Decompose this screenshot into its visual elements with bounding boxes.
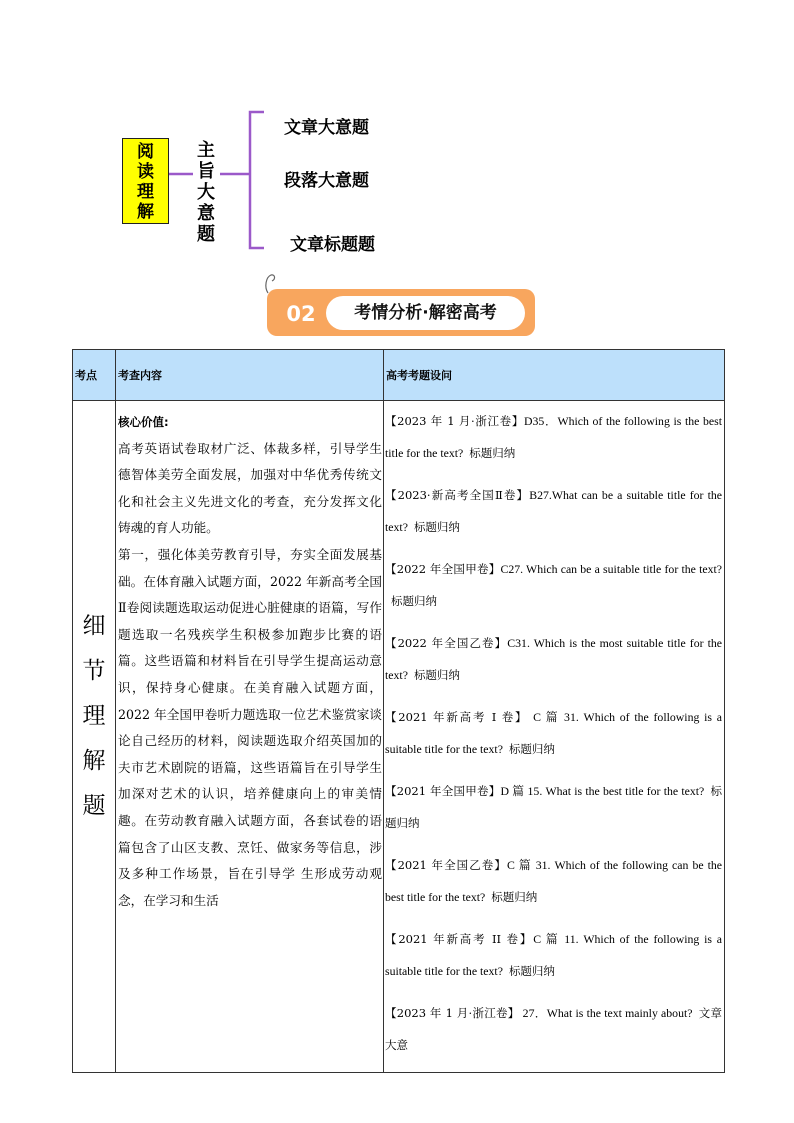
content-paragraph: 高考英语试卷取材广泛、体裁多样，引导学生德智体美劳全面发展，加强对中华优秀传统文化和社会主义先进文化的考查，充分发挥文化铸魂的育人功能。 [118, 440, 382, 536]
question-tag: 标题归纳 [508, 963, 555, 978]
category-label: 细节理解题 [82, 613, 106, 819]
question-tag: 标题归纳 [413, 667, 460, 682]
question-tag: 文章大意 [385, 1006, 723, 1052]
question-text: C27. Which can be a suitable title for the text? [500, 562, 722, 576]
mindmap-leaf-paragraph-gist: 段落大意题 [284, 171, 369, 191]
list-item [385, 998, 722, 1061]
list-item [385, 628, 722, 691]
question-text: C31. Which is the most suitable title for the text? [385, 636, 723, 682]
question-text: C 篇 11. Which of the following is a suitable title for the text? [385, 932, 722, 978]
question-source: 【2021 年全国乙卷】 [385, 858, 507, 872]
exam-analysis-table [72, 349, 725, 1073]
question-text: B27.What can be a suitable title for the text? [385, 488, 722, 534]
mindmap-leaf-article-gist: 文章大意题 [284, 118, 369, 138]
question-tag: 标题归纳 [491, 889, 538, 904]
question-text: 27．What is the text mainly about? [519, 1006, 693, 1020]
question-tag: 标题归纳 [469, 445, 516, 460]
mindmap-branch-label: 主旨大意题 [197, 140, 215, 245]
table-row [73, 401, 725, 1073]
question-text: C 篇 31. Which of the following is a suitable title for the text? [385, 710, 722, 756]
question-tag: 标题归纳 [391, 593, 437, 608]
question-tag: 标题归纳 [508, 741, 555, 756]
list-item [385, 554, 722, 617]
question-source: 【2023 年 1 月·浙江卷】 [385, 1006, 520, 1020]
question-source: 【2022 年全国乙卷】 [385, 636, 508, 650]
question-tag: 标题归纳 [385, 784, 723, 830]
question-source: 【2023 年 1 月·浙江卷】 [385, 414, 525, 428]
question-source: 【2021 年全国甲卷】 [385, 784, 501, 798]
question-text: D 篇 15. What is the best title for the text? [500, 784, 705, 798]
question-source: 【2021 年新高考 II 卷】 [385, 932, 534, 946]
questions-cell [384, 401, 725, 1073]
content-paragraph: 第一，强化体美劳教育引导，夯实全面发展基础。在体育融入试题方面，2022 年新高考全国Ⅱ卷阅读题选取运动促进心脏健康的语篇，写作题选取一名残疾学生积极参加跑步比赛的语篇。这些语篇和材料旨在引导学生提高运动意识，保持身心健康。在美育融入试题方面，2022 年全国甲卷听力题选取一位艺术鉴赏家谈论自己经历的材料，阅读题选取介绍英国加的夫市艺术剧院的语篇，这些语篇旨在引导学生加深对艺术的认识，培养健康向上的审美情趣。在劳动教育融入试题方面，各套试卷的语篇包含了山区支教、烹饪、做家务等信息，涉及多种工作场景，旨在引导学 生形成劳动观念，在学习和生活 [118, 546, 382, 908]
list-item [385, 480, 722, 543]
mindmap-root-node [122, 138, 169, 224]
list-item [385, 406, 722, 469]
question-source: 【2021 年新高考 I 卷】 [385, 710, 529, 724]
mindmap-root-label: 阅读理解 [137, 142, 154, 222]
question-text: D35．Which of the following is the best title for the text? [385, 414, 722, 460]
list-item [385, 702, 722, 765]
header-content: 考查内容 [116, 350, 384, 401]
list-item [385, 924, 722, 987]
mindmap-branch-node [193, 140, 219, 245]
banner-title: 考情分析·解密高考 [326, 296, 525, 330]
question-source: 【2022 年全国甲卷】 [385, 562, 501, 576]
category-cell [73, 401, 116, 1073]
table-header-row [73, 350, 725, 401]
question-source: 【2023·新高考全国Ⅱ卷】 [385, 488, 530, 502]
list-item [385, 776, 722, 839]
content-lead: 核心价值: [118, 415, 169, 429]
list-item [385, 850, 722, 913]
section-banner [262, 271, 538, 339]
content-cell [116, 401, 384, 1073]
mindmap-connectors [0, 0, 794, 300]
banner-section-number: 02 [286, 302, 316, 326]
question-tag: 标题归纳 [413, 519, 460, 534]
mindmap-leaf-article-title: 文章标题题 [290, 235, 375, 255]
question-text: C 篇 31. Which of the following can be the best title for the text? [385, 858, 723, 904]
header-questions: 高考考题设问 [384, 350, 725, 401]
header-exam-point: 考点 [73, 350, 116, 401]
